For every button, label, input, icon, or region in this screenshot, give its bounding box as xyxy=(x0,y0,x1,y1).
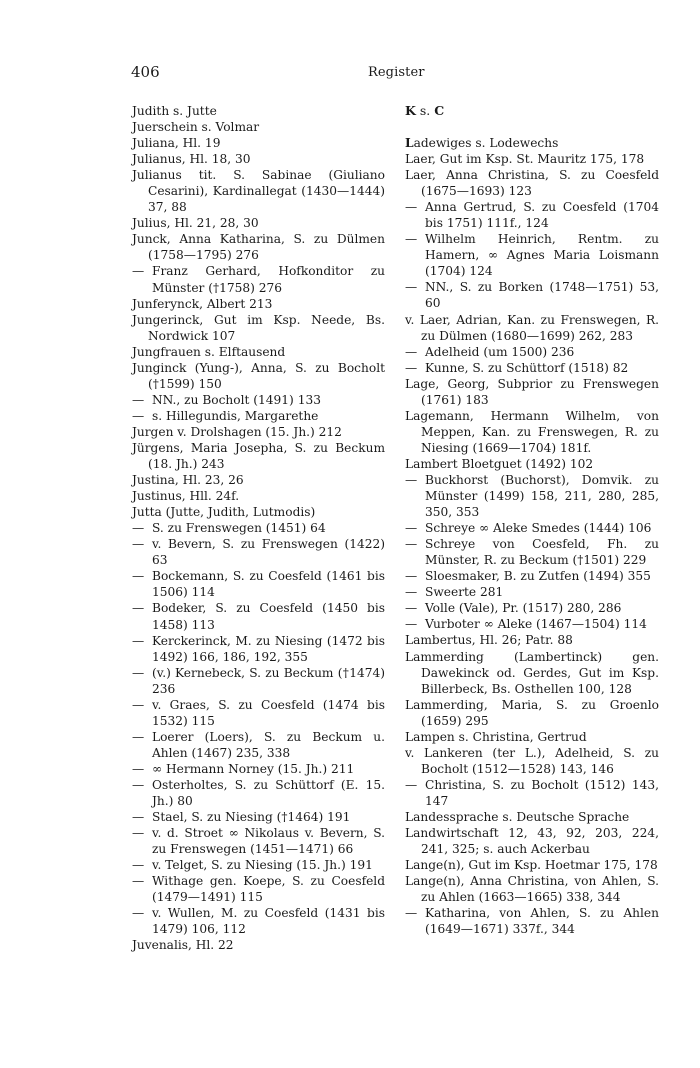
index-subentry xyxy=(132,665,385,697)
index-entry xyxy=(405,697,659,729)
entry-text: Judith s. Jutte xyxy=(132,104,217,118)
index-subentry xyxy=(132,536,385,568)
index-entry xyxy=(405,873,659,905)
index-subentry xyxy=(405,520,659,536)
entry-text: S. zu Frenswegen (1451) 64 xyxy=(152,521,326,536)
index-entry xyxy=(405,825,659,857)
subentry-dash: — xyxy=(132,408,145,423)
entry-text: NN., S. zu Borken (1748—1751) 53, 60 xyxy=(425,280,659,311)
index-entry xyxy=(405,312,659,344)
entry-text: Laer, Gut im Ksp. St. Mauritz 175, 178 xyxy=(405,152,645,167)
subentry-dash: — xyxy=(405,344,418,359)
subentry-dash: — xyxy=(132,697,145,712)
index-subentry xyxy=(132,873,385,905)
index-entry xyxy=(132,488,385,504)
index-subentry xyxy=(405,536,659,568)
entry-text: Julius, Hl. 21, 28, 30 xyxy=(132,216,259,231)
subentry-dash: — xyxy=(132,521,145,536)
index-entry xyxy=(132,215,385,231)
entry-text: Justina, Hl. 23, 26 xyxy=(132,473,244,488)
entry-text: Jungerinck, Gut im Ksp. Neede, Bs. Nordwick 107 xyxy=(132,312,385,343)
entry-text: v. Laer, Adrian, Kan. zu Frenswegen, R. zu Dülmen (1680—1699) 262, 283 xyxy=(405,312,659,343)
entry-text: v. Graes, S. zu Coesfeld (1474 bis 1532) 115 xyxy=(152,697,385,728)
index-column-left xyxy=(132,103,385,953)
subentry-dash: — xyxy=(405,601,418,616)
entry-text: Landwirtschaft 12, 43, 92, 203, 224, 241, 325; s. auch Ackerbau xyxy=(405,826,659,857)
subentry-dash: — xyxy=(405,777,418,792)
subentry-dash: — xyxy=(132,537,145,552)
index-subentry xyxy=(405,905,659,937)
entry-text: Withage gen. Koepe, S. zu Coesfeld (1479—1491) 115 xyxy=(152,874,385,905)
index-subentry xyxy=(132,600,385,632)
index-entry xyxy=(405,809,659,825)
index-subentry xyxy=(132,568,385,600)
entry-text: (v.) Kernebeck, S. zu Beckum (†1474) 236 xyxy=(152,665,385,696)
subentry-dash: — xyxy=(405,617,418,632)
index-subentry xyxy=(132,263,385,295)
index-subentry xyxy=(132,777,385,809)
entry-text: Juvenalis, Hl. 22 xyxy=(132,938,234,953)
letter-cross-reference xyxy=(405,103,659,119)
subentry-dash: — xyxy=(405,585,418,600)
index-subentry xyxy=(132,729,385,761)
entry-text: Sweerte 281 xyxy=(425,585,504,600)
subentry-dash: — xyxy=(132,858,145,873)
entry-text: Jutta (Jutte, Judith, Lutmodis) xyxy=(132,505,316,520)
index-subentry xyxy=(405,360,659,376)
entry-text: Juliana, Hl. 19 xyxy=(132,136,221,151)
subentry-dash: — xyxy=(132,777,145,792)
index-entry xyxy=(405,857,659,873)
subentry-dash: — xyxy=(405,521,418,536)
entry-text: v. Lankeren (ter L.), Adelheid, S. zu Bocholt (1512—1528) 143, 146 xyxy=(405,745,659,776)
entry-text: v. Telget, S. zu Niesing (15. Jh.) 191 xyxy=(152,858,373,873)
index-entry xyxy=(132,937,385,953)
index-subentry xyxy=(405,568,659,584)
index-entries xyxy=(405,151,659,937)
index-subentry xyxy=(132,392,385,408)
entry-text: Sloesmaker, B. zu Zutfen (1494) 355 xyxy=(425,569,651,584)
page-number: 406 xyxy=(131,63,160,81)
index-entry xyxy=(405,729,659,745)
subentry-dash: — xyxy=(132,810,145,825)
subentry-dash: — xyxy=(132,633,145,648)
entry-text: Stael, S. zu Niesing (†1464) 191 xyxy=(152,810,351,825)
index-entry xyxy=(132,312,385,344)
subentry-dash: — xyxy=(132,665,145,680)
entry-text: Jürgens, Maria Josepha, S. zu Beckum (18. Jh.) 243 xyxy=(132,440,385,472)
index-subentry xyxy=(132,408,385,424)
entry-text: adewiges s. Lodewechs xyxy=(413,136,559,150)
entry-text: Lage, Georg, Subprior zu Frenswegen (1761) 183 xyxy=(405,376,659,407)
index-subentry xyxy=(405,472,659,520)
index-entry xyxy=(132,151,385,167)
subentry-dash: — xyxy=(405,200,418,215)
subentry-dash: — xyxy=(405,280,418,295)
entry-text: v. Bevern, S. zu Frenswegen (1422) 63 xyxy=(152,537,385,568)
entry-text: Laer, Anna Christina, S. zu Coesfeld (1675—1693) 123 xyxy=(405,168,659,199)
index-entry xyxy=(132,103,385,119)
entry-text: Schreye ∞ Aleke Smedes (1444) 106 xyxy=(425,521,652,536)
entry-text: Buckhorst (Buchorst), Domvik. zu Münster (1499) 158, 211, 280, 285, 350, 353 xyxy=(425,472,659,520)
index-entry xyxy=(132,296,385,312)
entry-text: Lange(n), Anna Christina, von Ahlen, S. zu Ahlen (1663—1665) 338, 344 xyxy=(405,874,659,905)
index-entry xyxy=(405,649,659,697)
entry-text: Jungfrauen s. Elftausend xyxy=(132,344,286,359)
index-entry xyxy=(132,135,385,151)
index-subentry xyxy=(405,616,659,632)
entry-text: Kunne, S. zu Schüttorf (1518) 82 xyxy=(425,360,629,375)
entry-text: Osterholtes, S. zu Schüttorf (E. 15. Jh.) 80 xyxy=(152,777,385,809)
index-subentry xyxy=(132,825,385,857)
index-entry xyxy=(405,151,659,167)
index-entry xyxy=(405,167,659,199)
subentry-dash: — xyxy=(132,601,145,616)
entry-text: Lagemann, Hermann Wilhelm, von Meppen, Kan. zu Frenswegen, R. zu Niesing (1669—1704) 181f. xyxy=(405,408,659,455)
subentry-dash: — xyxy=(405,906,418,921)
entry-text: Anna Gertrud, S. zu Coesfeld (1704 bis 1751) 111f., 124 xyxy=(425,200,659,231)
subentry-dash: — xyxy=(132,569,145,584)
entry-text: Katharina, von Ahlen, S. zu Ahlen (1649—1671) 337f., 344 xyxy=(425,906,659,937)
entry-text: Junferynck, Albert 213 xyxy=(132,296,273,311)
cross-reference-letter: K xyxy=(405,103,416,118)
index-subentry xyxy=(132,809,385,825)
entry-text: s. Hillegundis, Margarethe xyxy=(152,408,319,423)
entry-text: NN., zu Bocholt (1491) 133 xyxy=(152,392,321,407)
entry-text: Lammerding, Maria, S. zu Groenlo (1659) 295 xyxy=(405,697,659,728)
entry-text: v. d. Stroet ∞ Nikolaus v. Bevern, S. zu Frenswegen (1451—1471) 66 xyxy=(152,826,385,857)
index-entry xyxy=(132,504,385,520)
index-entry xyxy=(132,360,385,392)
entry-text: Lampen s. Christina, Gertrud xyxy=(405,729,587,744)
index-entry xyxy=(132,344,385,360)
index-entry xyxy=(132,119,385,135)
entry-text: Wilhelm Heinrich, Rentm. zu Hamern, ∞ Agnes Maria Loismann (1704) 124 xyxy=(425,232,659,279)
entry-text: Lammerding (Lambertinck) gen. Dawekinck od. Gerdes, Gut im Ksp. Billerbeck, Bs. Osthellen 100, 128 xyxy=(405,649,659,696)
index-subentry xyxy=(405,344,659,360)
entry-text: Kerckerinck, M. zu Niesing (1472 bis 1492) 166, 186, 192, 355 xyxy=(152,633,385,664)
entry-text: Julianus, Hl. 18, 30 xyxy=(132,152,251,167)
cross-reference-target: C xyxy=(434,103,445,118)
entry-text: Volle (Vale), Pr. (1517) 280, 286 xyxy=(425,601,622,616)
subentry-dash: — xyxy=(132,729,145,744)
entry-text: Junginck (Yung-), Anna, S. zu Bocholt (†1599) 150 xyxy=(132,360,385,391)
index-subentry xyxy=(132,761,385,777)
entry-text: Bockemann, S. zu Coesfeld (1461 bis 1506) 114 xyxy=(152,569,385,600)
entry-text: Landessprache s. Deutsche Sprache xyxy=(405,809,630,824)
index-subentry xyxy=(132,857,385,873)
index-subentry xyxy=(132,697,385,729)
subentry-dash: — xyxy=(405,537,418,552)
entry-text: Junck, Anna Katharina, S. zu Dülmen (1758—1795) 276 xyxy=(132,232,385,263)
subentry-dash: — xyxy=(405,232,418,247)
subentry-dash: — xyxy=(132,906,145,921)
entry-text: Bodeker, S. zu Coesfeld (1450 bis 1458) 113 xyxy=(152,601,385,632)
entry-text: Christina, S. zu Bocholt (1512) 143, 147 xyxy=(425,777,659,808)
running-head: Register xyxy=(368,65,425,80)
index-subentry xyxy=(405,199,659,231)
index-entry xyxy=(132,424,385,440)
index-entry xyxy=(132,472,385,488)
entry-text: Lambertus, Hl. 26; Patr. 88 xyxy=(405,633,573,648)
entry-text: ∞ Hermann Norney (15. Jh.) 211 xyxy=(152,761,355,776)
entry-text: Franz Gerhard, Hofkonditor zu Münster (†1758) 276 xyxy=(152,264,385,295)
index-entry xyxy=(405,632,659,648)
index-entry xyxy=(132,440,385,472)
entry-text: Schreye von Coesfeld, Fh. zu Münster, R. zu Beckum (†1501) 229 xyxy=(425,537,659,568)
entry-text: v. Wullen, M. zu Coesfeld (1431 bis 1479) 106, 112 xyxy=(152,906,385,937)
index-entry xyxy=(405,745,659,777)
index-entry xyxy=(132,167,385,215)
section-initial: L xyxy=(405,136,414,150)
index-subentry xyxy=(132,905,385,937)
index-entry xyxy=(405,456,659,472)
index-entry xyxy=(405,376,659,408)
entry-text: Jurgen v. Drolshagen (15. Jh.) 212 xyxy=(132,424,342,439)
entry-text: Juerschein s. Volmar xyxy=(132,120,260,135)
index-subentry xyxy=(405,231,659,279)
subentry-dash: — xyxy=(132,826,145,841)
subentry-dash: — xyxy=(405,360,418,375)
subentry-dash: — xyxy=(405,569,418,584)
entry-text: Julianus tit. S. Sabinae (Giuliano Cesarini), Kardinallegat (1430—1444) 37, 88 xyxy=(132,168,385,215)
entry-text: Adelheid (um 1500) 236 xyxy=(425,344,575,359)
index-subentry xyxy=(132,633,385,665)
index-subentry xyxy=(405,600,659,616)
subentry-dash: — xyxy=(132,874,145,889)
subentry-dash: — xyxy=(132,761,145,776)
index-subentry xyxy=(405,279,659,311)
index-entry xyxy=(132,231,385,263)
index-subentry xyxy=(405,584,659,600)
index-subentry xyxy=(405,777,659,809)
subentry-dash: — xyxy=(405,472,418,487)
index-entry xyxy=(405,135,659,151)
subentry-dash: — xyxy=(132,392,145,407)
index-subentry xyxy=(132,520,385,536)
subentry-dash: — xyxy=(132,264,145,279)
entry-text: Vurboter ∞ Aleke (1467—1504) 114 xyxy=(425,617,647,632)
cross-reference-see: s. xyxy=(415,103,435,118)
entry-text: Lange(n), Gut im Ksp. Hoetmar 175, 178 xyxy=(405,858,658,873)
entry-text: Lambert Bloetguet (1492) 102 xyxy=(405,456,594,471)
entry-text: Justinus, Hll. 24f. xyxy=(132,489,240,504)
entry-text: Loerer (Loers), S. zu Beckum u. Ahlen (1467) 235, 338 xyxy=(152,729,385,760)
index-entry xyxy=(405,408,659,456)
index-column-right xyxy=(405,103,659,937)
